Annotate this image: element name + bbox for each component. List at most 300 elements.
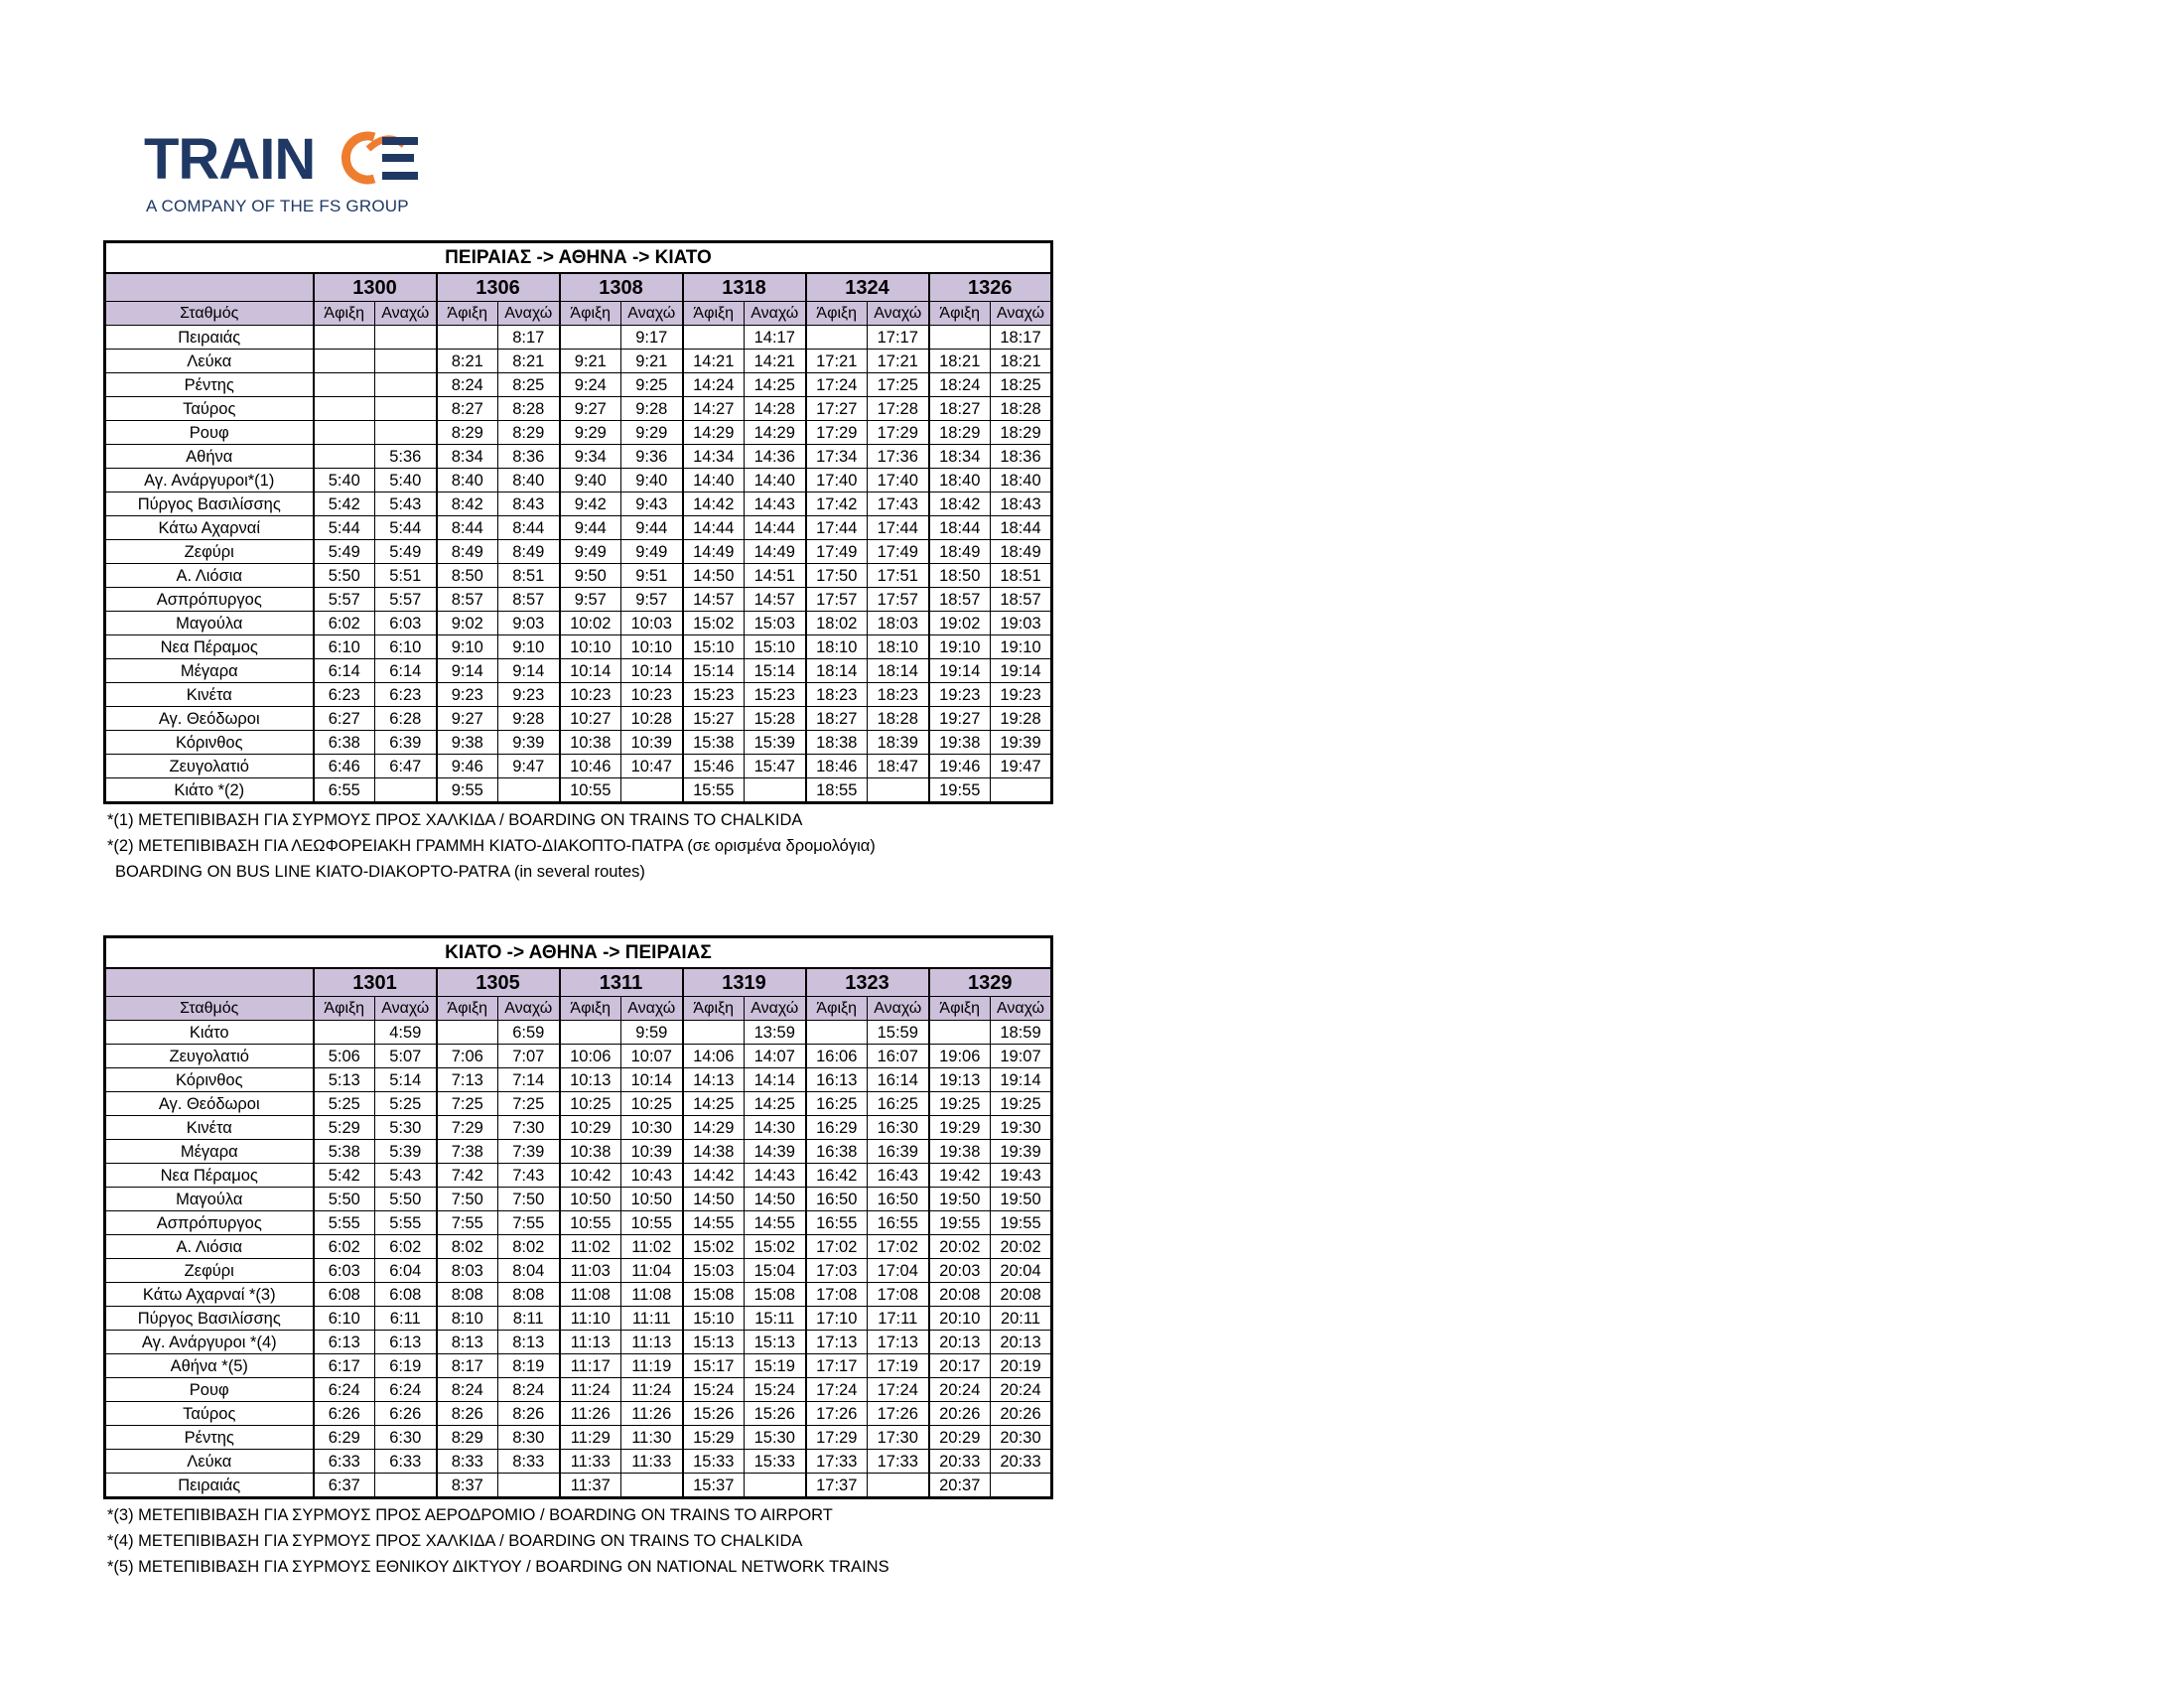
arrival-time: 9:42 (560, 492, 621, 516)
departure-time: 15:19 (745, 1354, 806, 1378)
departure-time (498, 1474, 560, 1498)
departure-time: 18:28 (991, 397, 1052, 421)
arrival-time: 15:33 (683, 1450, 745, 1474)
departure-time: 17:08 (868, 1283, 929, 1307)
arrival-time: 17:57 (806, 588, 868, 612)
arrival-time: 6:46 (314, 755, 375, 778)
arrival-time: 16:29 (806, 1116, 868, 1140)
arrival-time: 10:42 (560, 1164, 621, 1188)
arrival-time: 14:40 (683, 469, 745, 492)
departure-time: 18:23 (868, 683, 929, 707)
departure-time: 15:24 (745, 1378, 806, 1402)
arrival-time: 10:13 (560, 1068, 621, 1092)
departure-time: 6:33 (375, 1450, 437, 1474)
departure-time (375, 421, 437, 445)
footnote: *(2) ΜΕΤΕΠΙΒΙΒΑΣΗ ΓΙΑ ΛΕΩΦΟΡΕΙΑΚΗ ΓΡΑΜΜΗ ΚΙΑΤΟ-ΔΙΑΚΟΠΤΟ-ΠΑΤΡΑ (σε ορισμένα δρομολόγια) (107, 837, 876, 855)
arrival-time: 6:10 (314, 635, 375, 659)
column-header-row (105, 997, 1052, 1021)
departure-time: 18:14 (868, 659, 929, 683)
departure-time: 6:28 (375, 707, 437, 731)
arrival-time: 16:38 (806, 1140, 868, 1164)
departure-time: 14:43 (745, 492, 806, 516)
arrival-time: 14:49 (683, 540, 745, 564)
arrival-time: 6:38 (314, 731, 375, 755)
arrival-time: 11:37 (560, 1474, 621, 1498)
arrival-time: 19:10 (929, 635, 991, 659)
departure-time: 9:29 (621, 421, 683, 445)
arrival-time (560, 1021, 621, 1045)
arrival-time: 20:26 (929, 1402, 991, 1426)
footnote: *(1) ΜΕΤΕΠΙΒΙΒΑΣΗ ΓΙΑ ΣΥΡΜΟΥΣ ΠΡΟΣ ΧΑΛΚΙΔΑ / BOARDING ON TRAINS TO CHALKIDA (107, 811, 803, 829)
departure-time: 6:30 (375, 1426, 437, 1450)
departure-time: 16:07 (868, 1045, 929, 1068)
table-row (105, 350, 1052, 373)
departure-time: 17:29 (868, 421, 929, 445)
timetable-kiato-piraeus (103, 935, 1053, 1499)
station-name: Κάτω Αχαρναί (105, 516, 314, 540)
station-header: Σταθμός (105, 302, 314, 326)
arrival-time: 9:49 (560, 540, 621, 564)
departure-time: 8:33 (498, 1450, 560, 1474)
departure-time: 19:30 (991, 1116, 1052, 1140)
departure-time: 11:02 (621, 1235, 683, 1259)
arrival-time: 8:10 (437, 1307, 498, 1331)
departure-header: Αναχώ (868, 302, 929, 326)
station-name: Πειραιάς (105, 1474, 314, 1498)
arrival-time: 9:21 (560, 350, 621, 373)
train-number: 1305 (437, 968, 560, 997)
table-row (105, 564, 1052, 588)
train-number: 1306 (437, 273, 560, 302)
arrival-time: 8:27 (437, 397, 498, 421)
arrival-time: 5:50 (314, 564, 375, 588)
station-name: Αγ. Θεόδωροι (105, 707, 314, 731)
arrival-time: 8:17 (437, 1354, 498, 1378)
departure-time: 15:10 (745, 635, 806, 659)
table-row (105, 397, 1052, 421)
arrival-time: 11:03 (560, 1259, 621, 1283)
arrival-time: 15:46 (683, 755, 745, 778)
arrival-time: 6:02 (314, 612, 375, 635)
departure-time: 5:43 (375, 1164, 437, 1188)
arrival-header: Άφιξη (806, 997, 868, 1021)
station-name: Κιάτο (105, 1021, 314, 1045)
departure-header: Αναχώ (375, 997, 437, 1021)
departure-time: 9:28 (621, 397, 683, 421)
arrival-time: 14:42 (683, 492, 745, 516)
table-row (105, 421, 1052, 445)
arrival-time: 6:23 (314, 683, 375, 707)
arrival-time: 5:25 (314, 1092, 375, 1116)
departure-header: Αναχώ (745, 997, 806, 1021)
arrival-time: 14:29 (683, 1116, 745, 1140)
arrival-time (314, 421, 375, 445)
arrival-time: 19:29 (929, 1116, 991, 1140)
arrival-time: 18:49 (929, 540, 991, 564)
departure-time: 5:25 (375, 1092, 437, 1116)
arrival-time: 11:26 (560, 1402, 621, 1426)
table-row (105, 1307, 1052, 1331)
departure-time: 17:40 (868, 469, 929, 492)
departure-time: 19:39 (991, 1140, 1052, 1164)
station-name: Ρουφ (105, 421, 314, 445)
arrival-time: 7:25 (437, 1092, 498, 1116)
station-name: Α. Λιόσια (105, 1235, 314, 1259)
departure-header: Αναχώ (868, 997, 929, 1021)
departure-time (498, 778, 560, 803)
departure-time: 8:30 (498, 1426, 560, 1450)
departure-time: 18:28 (868, 707, 929, 731)
arrival-time (314, 373, 375, 397)
arrival-time: 15:27 (683, 707, 745, 731)
arrival-time: 5:42 (314, 1164, 375, 1188)
arrival-time: 9:57 (560, 588, 621, 612)
arrival-time: 14:42 (683, 1164, 745, 1188)
station-name: Ρέντης (105, 1426, 314, 1450)
departure-time: 11:26 (621, 1402, 683, 1426)
arrival-time: 18:27 (806, 707, 868, 731)
departure-time: 15:04 (745, 1259, 806, 1283)
train-number: 1308 (560, 273, 683, 302)
departure-time: 8:36 (498, 445, 560, 469)
departure-time: 8:04 (498, 1259, 560, 1283)
departure-time: 10:03 (621, 612, 683, 635)
departure-time: 17:25 (868, 373, 929, 397)
departure-time: 18:57 (991, 588, 1052, 612)
departure-time: 15:03 (745, 612, 806, 635)
station-name: Πειραιάς (105, 326, 314, 350)
arrival-time: 15:24 (683, 1378, 745, 1402)
departure-time: 6:03 (375, 612, 437, 635)
departure-time: 18:17 (991, 326, 1052, 350)
arrival-time: 18:24 (929, 373, 991, 397)
svg-text:TRAIN: TRAIN (144, 127, 316, 189)
departure-time: 6:26 (375, 1402, 437, 1426)
departure-time: 8:26 (498, 1402, 560, 1426)
departure-header: Αναχώ (621, 997, 683, 1021)
departure-time: 15:11 (745, 1307, 806, 1331)
footnote: *(5) ΜΕΤΕΠΙΒΙΒΑΣΗ ΓΙΑ ΣΥΡΜΟΥΣ ΕΘΝΙΚΟΥ ΔΙΚΤΥΟΥ / BOARDING ON NATIONAL NETWORK TRAINS (107, 1558, 889, 1576)
departure-time: 6:19 (375, 1354, 437, 1378)
train-number: 1324 (806, 273, 929, 302)
arrival-time: 17:42 (806, 492, 868, 516)
arrival-time: 20:17 (929, 1354, 991, 1378)
arrival-time: 18:55 (806, 778, 868, 803)
arrival-time: 9:10 (437, 635, 498, 659)
departure-time: 8:19 (498, 1354, 560, 1378)
departure-time: 11:04 (621, 1259, 683, 1283)
departure-time: 14:14 (745, 1068, 806, 1092)
departure-time: 17:44 (868, 516, 929, 540)
departure-time: 8:25 (498, 373, 560, 397)
table-row (105, 659, 1052, 683)
arrival-time: 14:13 (683, 1068, 745, 1092)
arrival-time (929, 1021, 991, 1045)
arrival-time: 19:50 (929, 1188, 991, 1211)
departure-time: 17:13 (868, 1331, 929, 1354)
arrival-time: 18:57 (929, 588, 991, 612)
departure-time: 17:43 (868, 492, 929, 516)
arrival-time: 15:02 (683, 612, 745, 635)
departure-time: 14:43 (745, 1164, 806, 1188)
arrival-time: 10:38 (560, 1140, 621, 1164)
departure-time: 9:39 (498, 731, 560, 755)
departure-time: 17:28 (868, 397, 929, 421)
departure-time: 16:43 (868, 1164, 929, 1188)
arrival-time: 20:37 (929, 1474, 991, 1498)
arrival-time (437, 1021, 498, 1045)
arrival-time (560, 326, 621, 350)
arrival-time: 5:29 (314, 1116, 375, 1140)
departure-time (375, 397, 437, 421)
arrival-time: 17:50 (806, 564, 868, 588)
arrival-time: 18:42 (929, 492, 991, 516)
arrival-time: 5:44 (314, 516, 375, 540)
table-row (105, 1092, 1052, 1116)
arrival-time: 20:24 (929, 1378, 991, 1402)
departure-time: 19:10 (991, 635, 1052, 659)
departure-time: 5:49 (375, 540, 437, 564)
departure-time: 18:43 (991, 492, 1052, 516)
footnote: *(4) ΜΕΤΕΠΙΒΙΒΑΣΗ ΓΙΑ ΣΥΡΜΟΥΣ ΠΡΟΣ ΧΑΛΚΙΔΑ / BOARDING ON TRAINS TO CHALKIDA (107, 1532, 803, 1550)
trainose-logo (144, 127, 432, 221)
departure-time: 10:23 (621, 683, 683, 707)
arrival-time: 14:29 (683, 421, 745, 445)
departure-time: 17:19 (868, 1354, 929, 1378)
table-row (105, 731, 1052, 755)
departure-time (375, 326, 437, 350)
departure-time: 17:51 (868, 564, 929, 588)
arrival-time: 15:13 (683, 1331, 745, 1354)
departure-time (745, 778, 806, 803)
departure-time: 17:02 (868, 1235, 929, 1259)
departure-time: 5:51 (375, 564, 437, 588)
departure-time: 9:51 (621, 564, 683, 588)
arrival-time: 8:33 (437, 1450, 498, 1474)
arrival-time: 6:17 (314, 1354, 375, 1378)
departure-time: 5:57 (375, 588, 437, 612)
departure-time: 18:44 (991, 516, 1052, 540)
arrival-time: 15:38 (683, 731, 745, 755)
arrival-time (806, 326, 868, 350)
departure-time: 20:24 (991, 1378, 1052, 1402)
arrival-time: 6:03 (314, 1259, 375, 1283)
footnote: *(3) ΜΕΤΕΠΙΒΙΒΑΣΗ ΓΙΑ ΣΥΡΜΟΥΣ ΠΡΟΣ ΑΕΡΟΔΡΟΜΙΟ / BOARDING ON TRAINS TO AIRPORT (107, 1506, 833, 1524)
table-row (105, 540, 1052, 564)
arrival-time: 20:10 (929, 1307, 991, 1331)
departure-time: 19:14 (991, 1068, 1052, 1092)
departure-time: 17:24 (868, 1378, 929, 1402)
arrival-time: 14:24 (683, 373, 745, 397)
arrival-time: 11:13 (560, 1331, 621, 1354)
departure-time: 11:11 (621, 1307, 683, 1331)
arrival-time: 5:55 (314, 1211, 375, 1235)
arrival-header: Άφιξη (929, 997, 991, 1021)
departure-time: 7:25 (498, 1092, 560, 1116)
arrival-time: 5:38 (314, 1140, 375, 1164)
arrival-time: 16:06 (806, 1045, 868, 1068)
arrival-time: 7:29 (437, 1116, 498, 1140)
arrival-time: 17:26 (806, 1402, 868, 1426)
arrival-time: 11:29 (560, 1426, 621, 1450)
departure-time: 7:43 (498, 1164, 560, 1188)
station-name: Κινέτα (105, 683, 314, 707)
departure-header: Αναχώ (621, 302, 683, 326)
departure-time: 6:13 (375, 1331, 437, 1354)
departure-time: 14:25 (745, 1092, 806, 1116)
arrival-time: 7:55 (437, 1211, 498, 1235)
departure-time: 19:39 (991, 731, 1052, 755)
arrival-time: 15:02 (683, 1235, 745, 1259)
departure-time: 10:50 (621, 1188, 683, 1211)
station-name: Ταύρος (105, 1402, 314, 1426)
arrival-time: 9:29 (560, 421, 621, 445)
arrival-time: 20:08 (929, 1283, 991, 1307)
departure-time: 9:43 (621, 492, 683, 516)
arrival-time: 17:44 (806, 516, 868, 540)
arrival-time: 8:44 (437, 516, 498, 540)
arrival-time: 9:50 (560, 564, 621, 588)
station-name: Αγ. Ανάργυροι*(1) (105, 469, 314, 492)
departure-time: 7:30 (498, 1116, 560, 1140)
arrival-time: 17:37 (806, 1474, 868, 1498)
arrival-time: 6:26 (314, 1402, 375, 1426)
arrival-header: Άφιξη (314, 302, 375, 326)
arrival-time: 5:50 (314, 1188, 375, 1211)
arrival-time: 5:57 (314, 588, 375, 612)
table-row (105, 755, 1052, 778)
departure-time: 9:36 (621, 445, 683, 469)
table-row (105, 1450, 1052, 1474)
departure-time: 10:07 (621, 1045, 683, 1068)
departure-time (621, 1474, 683, 1498)
arrival-time: 19:13 (929, 1068, 991, 1092)
arrival-time: 10:02 (560, 612, 621, 635)
arrival-time: 19:38 (929, 1140, 991, 1164)
departure-time: 15:14 (745, 659, 806, 683)
departure-time: 6:10 (375, 635, 437, 659)
arrival-time: 9:24 (560, 373, 621, 397)
departure-time: 9:14 (498, 659, 560, 683)
arrival-time: 9:34 (560, 445, 621, 469)
train-number: 1323 (806, 968, 929, 997)
departure-time: 17:33 (868, 1450, 929, 1474)
departure-time: 6:59 (498, 1021, 560, 1045)
arrival-time: 9:23 (437, 683, 498, 707)
departure-time: 15:39 (745, 731, 806, 755)
arrival-time: 10:29 (560, 1116, 621, 1140)
arrival-header: Άφιξη (683, 302, 745, 326)
departure-time (375, 778, 437, 803)
departure-time: 14:30 (745, 1116, 806, 1140)
departure-time: 17:04 (868, 1259, 929, 1283)
departure-time: 19:25 (991, 1092, 1052, 1116)
departure-time: 11:08 (621, 1283, 683, 1307)
departure-time: 5:44 (375, 516, 437, 540)
arrival-time: 9:44 (560, 516, 621, 540)
arrival-time (314, 350, 375, 373)
arrival-time: 7:42 (437, 1164, 498, 1188)
station-header: Σταθμός (105, 997, 314, 1021)
arrival-time: 9:27 (437, 707, 498, 731)
station-name: Ζευγολατιό (105, 755, 314, 778)
arrival-header: Άφιξη (683, 997, 745, 1021)
departure-time: 5:50 (375, 1188, 437, 1211)
table-row (105, 492, 1052, 516)
departure-time: 18:51 (991, 564, 1052, 588)
train-number-row (105, 968, 1052, 997)
arrival-time: 7:13 (437, 1068, 498, 1092)
departure-header: Αναχώ (375, 302, 437, 326)
departure-time: 9:47 (498, 755, 560, 778)
departure-time: 14:51 (745, 564, 806, 588)
departure-time: 17:49 (868, 540, 929, 564)
departure-time: 16:25 (868, 1092, 929, 1116)
departure-time: 17:21 (868, 350, 929, 373)
arrival-time (683, 326, 745, 350)
table-row (105, 635, 1052, 659)
table-row (105, 1045, 1052, 1068)
table-row (105, 1474, 1052, 1498)
arrival-time: 19:42 (929, 1164, 991, 1188)
departure-time: 18:36 (991, 445, 1052, 469)
departure-time: 5:40 (375, 469, 437, 492)
arrival-time: 10:06 (560, 1045, 621, 1068)
arrival-time: 19:14 (929, 659, 991, 683)
departure-time: 20:30 (991, 1426, 1052, 1450)
arrival-time: 10:10 (560, 635, 621, 659)
arrival-time: 19:06 (929, 1045, 991, 1068)
arrival-time: 10:55 (560, 1211, 621, 1235)
arrival-time: 20:03 (929, 1259, 991, 1283)
departure-time: 8:24 (498, 1378, 560, 1402)
arrival-time: 5:40 (314, 469, 375, 492)
departure-time: 17:57 (868, 588, 929, 612)
arrival-time: 15:03 (683, 1259, 745, 1283)
train-number: 1311 (560, 968, 683, 997)
departure-time: 5:39 (375, 1140, 437, 1164)
table-row (105, 1140, 1052, 1164)
arrival-time: 8:49 (437, 540, 498, 564)
arrival-time: 6:08 (314, 1283, 375, 1307)
arrival-time: 19:02 (929, 612, 991, 635)
departure-time: 19:43 (991, 1164, 1052, 1188)
arrival-time: 8:02 (437, 1235, 498, 1259)
station-name: Αγ. Ανάργυροι *(4) (105, 1331, 314, 1354)
arrival-time: 19:55 (929, 1211, 991, 1235)
train-number-row (105, 273, 1052, 302)
departure-time: 16:55 (868, 1211, 929, 1235)
departure-time: 8:21 (498, 350, 560, 373)
departure-time: 4:59 (375, 1021, 437, 1045)
departure-time: 18:10 (868, 635, 929, 659)
arrival-time: 15:55 (683, 778, 745, 803)
arrival-time: 16:50 (806, 1188, 868, 1211)
departure-time: 6:14 (375, 659, 437, 683)
arrival-time: 14:50 (683, 564, 745, 588)
departure-time: 18:40 (991, 469, 1052, 492)
departure-time: 6:11 (375, 1307, 437, 1331)
table-row (105, 516, 1052, 540)
departure-time: 8:08 (498, 1283, 560, 1307)
departure-time: 8:49 (498, 540, 560, 564)
arrival-time: 11:33 (560, 1450, 621, 1474)
departure-time: 9:57 (621, 588, 683, 612)
departure-time: 5:30 (375, 1116, 437, 1140)
departure-time: 18:03 (868, 612, 929, 635)
departure-time: 11:13 (621, 1331, 683, 1354)
departure-time: 10:10 (621, 635, 683, 659)
